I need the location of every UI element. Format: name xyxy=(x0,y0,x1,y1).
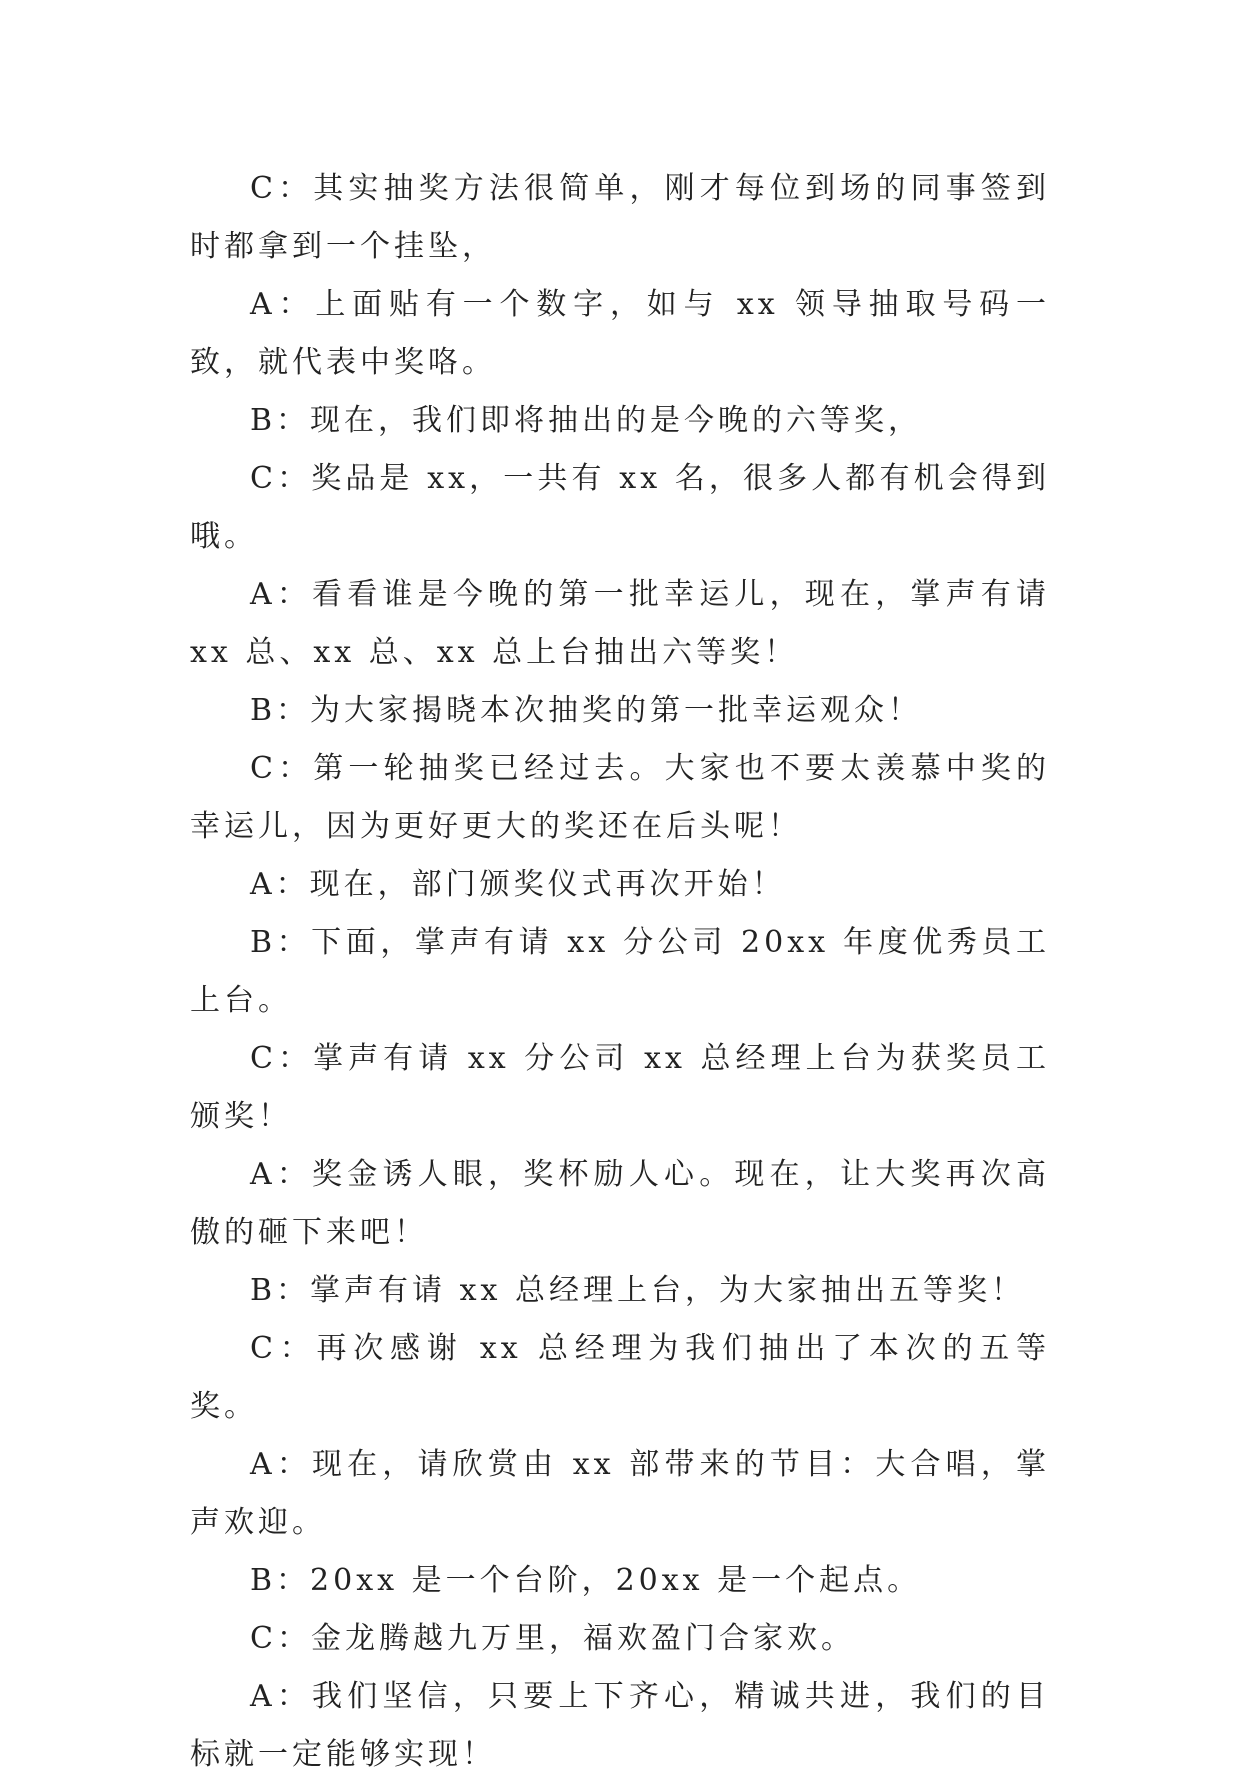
script-line: A：现在，请欣赏由 xx 部带来的节目：大合唱，掌声欢迎。 xyxy=(190,1447,1050,1540)
script-line: B：现在，我们即将抽出的是今晚的六等奖， xyxy=(250,403,923,438)
script-line: C：再次感谢 xx 总经理为我们抽出了本次的五等奖。 xyxy=(190,1331,1050,1424)
script-line: C：金龙腾越九万里，福欢盈门合家欢。 xyxy=(250,1621,855,1656)
script-line: A：奖金诱人眼，奖杯励人心。现在，让大奖再次高傲的砸下来吧！ xyxy=(190,1157,1050,1250)
script-line: B：20xx 是一个台阶，20xx 是一个起点。 xyxy=(250,1563,922,1598)
script-line: C：其实抽奖方法很简单，刚才每位到场的同事签到时都拿到一个挂坠， xyxy=(190,171,1050,264)
script-line: B：掌声有请 xx 总经理上台，为大家抽出五等奖！ xyxy=(250,1273,1025,1308)
script-line: A：现在，部门颁奖仪式再次开始！ xyxy=(250,867,786,902)
script-line: C：掌声有请 xx 分公司 xx 总经理上台为获奖员工颁奖！ xyxy=(190,1041,1050,1134)
script-line: A：上面贴有一个数字，如与 xx 领导抽取号码一致，就代表中奖咯。 xyxy=(190,287,1050,380)
script-line: B：下面，掌声有请 xx 分公司 20xx 年度优秀员工上台。 xyxy=(190,925,1050,1018)
script-line: A：看看谁是今晚的第一批幸运儿，现在，掌声有请 xx 总、xx 总、xx 总上台抽出六等奖！ xyxy=(190,577,1050,670)
script-line: B：为大家揭晓本次抽奖的第一批幸运观众！ xyxy=(250,693,923,728)
script-line: A：我们坚信，只要上下齐心，精诚共进，我们的目标就一定能够实现！ xyxy=(190,1679,1050,1772)
script-body xyxy=(190,160,1050,1784)
script-line: C：奖品是 xx，一共有 xx 名，很多人都有机会得到哦。 xyxy=(190,461,1050,554)
script-line: C：第一轮抽奖已经过去。大家也不要太羡慕中奖的幸运儿，因为更好更大的奖还在后头呢！ xyxy=(190,751,1050,844)
